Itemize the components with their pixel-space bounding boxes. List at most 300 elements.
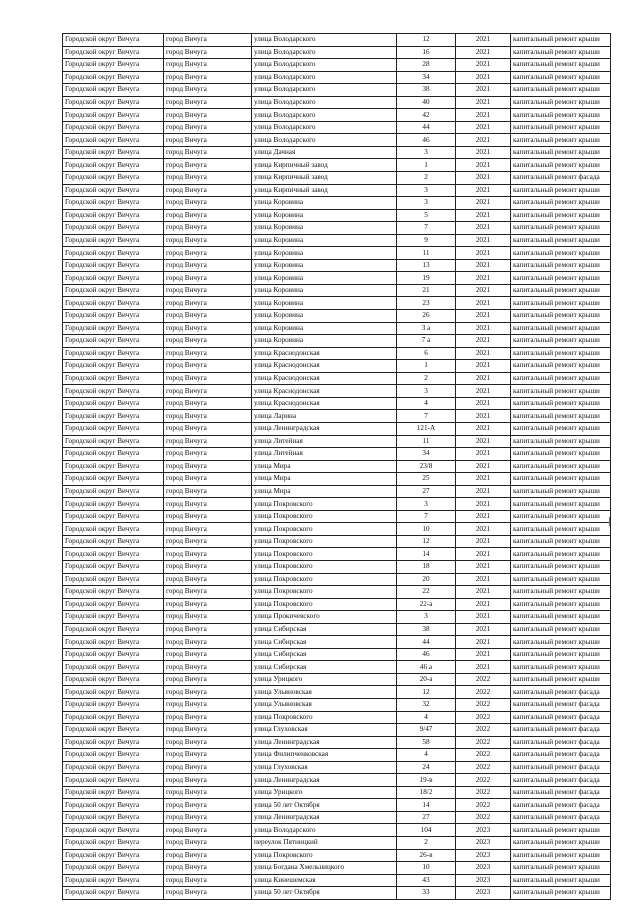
district-cell: Городской округ Вичуга [63, 560, 164, 573]
house-number-cell: 4 [397, 711, 456, 724]
street-cell: улица Урицкого [252, 786, 397, 799]
year-cell: 2021 [456, 648, 511, 661]
street-cell: улица Сибирская [252, 648, 397, 661]
work-type-cell: капитальный ремонт крыши [511, 209, 611, 222]
year-cell: 2023 [456, 874, 511, 887]
table-row [63, 837, 611, 850]
district-cell: Городской округ Вичуга [63, 109, 164, 122]
settlement-cell: город Вичуга [164, 736, 252, 749]
district-cell: Городской округ Вичуга [63, 146, 164, 159]
work-type-cell: капитальный ремонт крыши [511, 548, 611, 561]
district-cell: Городской округ Вичуга [63, 360, 164, 373]
district-cell: Городской округ Вичуга [63, 96, 164, 109]
work-type-cell: капитальный ремонт крыши [511, 222, 611, 235]
work-type-cell: капитальный ремонт крыши [511, 372, 611, 385]
year-cell: 2022 [456, 698, 511, 711]
district-cell: Городской округ Вичуга [63, 686, 164, 699]
work-type-cell: капитальный ремонт крыши [511, 874, 611, 887]
year-cell: 2021 [456, 109, 511, 122]
table-row [63, 284, 611, 297]
street-cell: улица Кирпичный завод [252, 172, 397, 185]
table-row [63, 397, 611, 410]
work-type-cell: капитальный ремонт фасада [511, 172, 611, 185]
settlement-cell: город Вичуга [164, 749, 252, 762]
year-cell: 2021 [456, 611, 511, 624]
district-cell: Городской округ Вичуга [63, 172, 164, 185]
house-number-cell: 3 [397, 498, 456, 511]
house-number-cell: 2 [397, 837, 456, 850]
table-row [63, 322, 611, 335]
street-cell: улица Дачная [252, 146, 397, 159]
table-row [63, 310, 611, 323]
work-type-cell: капитальный ремонт фасада [511, 724, 611, 737]
street-cell: улица Покровского [252, 510, 397, 523]
district-cell: Городской округ Вичуга [63, 498, 164, 511]
district-cell: Городской округ Вичуга [63, 385, 164, 398]
work-type-cell: капитальный ремонт крыши [511, 498, 611, 511]
work-type-cell: капитальный ремонт крыши [511, 648, 611, 661]
settlement-cell: город Вичуга [164, 460, 252, 473]
year-cell: 2021 [456, 360, 511, 373]
house-number-cell: 28 [397, 59, 456, 72]
work-type-cell: капитальный ремонт фасада [511, 774, 611, 787]
house-number-cell: 12 [397, 34, 456, 47]
work-type-cell: капитальный ремонт крыши [511, 460, 611, 473]
settlement-cell: город Вичуга [164, 435, 252, 448]
table-row [63, 59, 611, 72]
house-number-cell: 24 [397, 761, 456, 774]
house-number-cell: 3 [397, 611, 456, 624]
house-number-cell: 9/47 [397, 724, 456, 737]
work-type-cell: капитальный ремонт крыши [511, 611, 611, 624]
house-number-cell: 1 [397, 360, 456, 373]
work-type-cell: капитальный ремонт фасада [511, 761, 611, 774]
district-cell: Городской округ Вичуга [63, 586, 164, 599]
district-cell: Городской округ Вичуга [63, 799, 164, 812]
year-cell: 2021 [456, 222, 511, 235]
street-cell: улица Прокичевского [252, 611, 397, 624]
house-number-cell: 3 а [397, 322, 456, 335]
settlement-cell: город Вичуга [164, 184, 252, 197]
table-row [63, 548, 611, 561]
house-number-cell: 1 [397, 159, 456, 172]
street-cell: улица Володарского [252, 71, 397, 84]
year-cell: 2021 [456, 498, 511, 511]
street-cell: улица Володарского [252, 34, 397, 47]
district-cell: Городской округ Вичуга [63, 410, 164, 423]
settlement-cell: город Вичуга [164, 636, 252, 649]
street-cell: улица Покровского [252, 523, 397, 536]
table-row [63, 184, 611, 197]
district-cell: Городской округ Вичуга [63, 460, 164, 473]
district-cell: Городской округ Вичуга [63, 422, 164, 435]
settlement-cell: город Вичуга [164, 222, 252, 235]
settlement-cell: город Вичуга [164, 84, 252, 97]
settlement-cell: город Вичуга [164, 862, 252, 875]
street-cell: улица Ленинградская [252, 736, 397, 749]
house-number-cell: 11 [397, 247, 456, 260]
street-cell: улица Урицкого [252, 673, 397, 686]
street-cell: улица Кинешемская [252, 874, 397, 887]
house-number-cell: 26 [397, 310, 456, 323]
table-row [63, 197, 611, 210]
house-number-cell: 14 [397, 799, 456, 812]
work-type-cell: капитальный ремонт крыши [511, 146, 611, 159]
year-cell: 2023 [456, 837, 511, 850]
street-cell: улица Володарского [252, 134, 397, 147]
work-type-cell: капитальный ремонт крыши [511, 385, 611, 398]
house-number-cell: 7 а [397, 335, 456, 348]
work-type-cell: капитальный ремонт крыши [511, 184, 611, 197]
settlement-cell: город Вичуга [164, 259, 252, 272]
year-cell: 2021 [456, 134, 511, 147]
work-type-cell: капитальный ремонт крыши [511, 34, 611, 47]
year-cell: 2021 [456, 623, 511, 636]
street-cell: улица Володарского [252, 84, 397, 97]
settlement-cell: город Вичуга [164, 673, 252, 686]
district-cell: Городской округ Вичуга [63, 347, 164, 360]
district-cell: Городской округ Вичуга [63, 322, 164, 335]
year-cell: 2021 [456, 84, 511, 97]
table-row [63, 297, 611, 310]
district-cell: Городской округ Вичуга [63, 184, 164, 197]
house-number-cell: 58 [397, 736, 456, 749]
table-row [63, 234, 611, 247]
work-type-cell: капитальный ремонт фасада [511, 749, 611, 762]
settlement-cell: город Вичуга [164, 724, 252, 737]
street-cell: улица Краснодонская [252, 397, 397, 410]
district-cell: Городской округ Вичуга [63, 698, 164, 711]
house-number-cell: 4 [397, 397, 456, 410]
street-cell: улица Коровина [252, 247, 397, 260]
year-cell: 2022 [456, 799, 511, 812]
work-type-cell: капитальный ремонт крыши [511, 410, 611, 423]
district-cell: Городской округ Вичуга [63, 510, 164, 523]
table-row [63, 272, 611, 285]
settlement-cell: город Вичуга [164, 548, 252, 561]
district-cell: Городской округ Вичуга [63, 335, 164, 348]
street-cell: улица Ульяновская [252, 698, 397, 711]
year-cell: 2021 [456, 598, 511, 611]
work-type-cell: капитальный ремонт крыши [511, 485, 611, 498]
table-row [63, 96, 611, 109]
year-cell: 2023 [456, 887, 511, 900]
table-row [63, 498, 611, 511]
year-cell: 2021 [456, 485, 511, 498]
district-cell: Городской округ Вичуга [63, 284, 164, 297]
margin-mark [609, 517, 610, 526]
district-cell: Городской округ Вичуга [63, 259, 164, 272]
table-row [63, 523, 611, 536]
house-number-cell: 7 [397, 510, 456, 523]
work-type-cell: капитальный ремонт крыши [511, 259, 611, 272]
district-cell: Городской округ Вичуга [63, 749, 164, 762]
house-number-cell: 34 [397, 448, 456, 461]
table-row [63, 887, 611, 900]
district-cell: Городской округ Вичуга [63, 673, 164, 686]
table-row [63, 824, 611, 837]
year-cell: 2021 [456, 397, 511, 410]
street-cell: улица Коровина [252, 297, 397, 310]
street-cell: улица Ленинградская [252, 774, 397, 787]
table-row [63, 862, 611, 875]
settlement-cell: город Вичуга [164, 611, 252, 624]
year-cell: 2022 [456, 724, 511, 737]
settlement-cell: город Вичуга [164, 247, 252, 260]
street-cell: улица Краснодонская [252, 385, 397, 398]
district-cell: Городской округ Вичуга [63, 272, 164, 285]
district-cell: Городской округ Вичуга [63, 523, 164, 536]
table-row [63, 648, 611, 661]
settlement-cell: город Вичуга [164, 172, 252, 185]
table-row [63, 121, 611, 134]
year-cell: 2022 [456, 774, 511, 787]
work-type-cell: капитальный ремонт фасада [511, 786, 611, 799]
settlement-cell: город Вичуга [164, 698, 252, 711]
district-cell: Городской округ Вичуга [63, 121, 164, 134]
work-type-cell: капитальный ремонт крыши [511, 121, 611, 134]
work-type-cell: капитальный ремонт крыши [511, 887, 611, 900]
year-cell: 2021 [456, 310, 511, 323]
table-row [63, 698, 611, 711]
work-type-cell: капитальный ремонт крыши [511, 96, 611, 109]
year-cell: 2023 [456, 849, 511, 862]
year-cell: 2021 [456, 247, 511, 260]
year-cell: 2021 [456, 460, 511, 473]
table-row [63, 84, 611, 97]
settlement-cell: город Вичуга [164, 209, 252, 222]
settlement-cell: город Вичуга [164, 96, 252, 109]
settlement-cell: город Вичуга [164, 523, 252, 536]
street-cell: улица Коровина [252, 234, 397, 247]
district-cell: Городской округ Вичуга [63, 849, 164, 862]
settlement-cell: город Вичуга [164, 34, 252, 47]
table-row [63, 811, 611, 824]
street-cell: улица Богдана Хмельницкого [252, 862, 397, 875]
year-cell: 2022 [456, 811, 511, 824]
table-row [63, 560, 611, 573]
year-cell: 2021 [456, 209, 511, 222]
street-cell: улица Володарского [252, 96, 397, 109]
settlement-cell: город Вичуга [164, 284, 252, 297]
house-number-cell: 34 [397, 71, 456, 84]
table-row [63, 736, 611, 749]
street-cell: улица Краснодонская [252, 360, 397, 373]
street-cell: улица Покровского [252, 535, 397, 548]
settlement-cell: город Вичуга [164, 837, 252, 850]
house-number-cell: 2 [397, 372, 456, 385]
street-cell: улица Покровского [252, 711, 397, 724]
settlement-cell: город Вичуга [164, 322, 252, 335]
settlement-cell: город Вичуга [164, 109, 252, 122]
district-cell: Городской округ Вичуга [63, 761, 164, 774]
year-cell: 2021 [456, 523, 511, 536]
settlement-cell: город Вичуга [164, 385, 252, 398]
table-row [63, 360, 611, 373]
settlement-cell: город Вичуга [164, 786, 252, 799]
district-cell: Городской округ Вичуга [63, 209, 164, 222]
work-type-cell: капитальный ремонт крыши [511, 435, 611, 448]
house-number-cell: 20 [397, 573, 456, 586]
settlement-cell: город Вичуга [164, 347, 252, 360]
district-cell: Городской округ Вичуга [63, 661, 164, 674]
street-cell: улица Коровина [252, 209, 397, 222]
street-cell: улица Глуховская [252, 724, 397, 737]
table-row [63, 172, 611, 185]
street-cell: улица Коровина [252, 259, 397, 272]
house-number-cell: 44 [397, 636, 456, 649]
year-cell: 2023 [456, 824, 511, 837]
house-number-cell: 42 [397, 109, 456, 122]
table-row [63, 874, 611, 887]
house-number-cell: 21 [397, 284, 456, 297]
table-row [63, 372, 611, 385]
house-number-cell: 16 [397, 46, 456, 59]
table-row [63, 46, 611, 59]
table-row [63, 586, 611, 599]
settlement-cell: город Вичуга [164, 623, 252, 636]
year-cell: 2021 [456, 335, 511, 348]
year-cell: 2021 [456, 259, 511, 272]
settlement-cell: город Вичуга [164, 648, 252, 661]
house-number-cell: 7 [397, 410, 456, 423]
table-row [63, 335, 611, 348]
work-type-cell: капитальный ремонт фасада [511, 686, 611, 699]
work-type-cell: капитальный ремонт крыши [511, 837, 611, 850]
settlement-cell: город Вичуга [164, 535, 252, 548]
table-row [63, 422, 611, 435]
year-cell: 2021 [456, 435, 511, 448]
settlement-cell: город Вичуга [164, 473, 252, 486]
repair-schedule-table [62, 33, 611, 900]
house-number-cell: 38 [397, 623, 456, 636]
district-cell: Городской округ Вичуга [63, 648, 164, 661]
settlement-cell: город Вичуга [164, 498, 252, 511]
district-cell: Городской округ Вичуга [63, 623, 164, 636]
settlement-cell: город Вичуга [164, 586, 252, 599]
settlement-cell: город Вичуга [164, 849, 252, 862]
street-cell: улица 50 лет Октября [252, 887, 397, 900]
year-cell: 2021 [456, 372, 511, 385]
table-row [63, 573, 611, 586]
street-cell: улица Ленинградская [252, 811, 397, 824]
district-cell: Городской округ Вичуга [63, 134, 164, 147]
district-cell: Городской округ Вичуга [63, 397, 164, 410]
work-type-cell: капитальный ремонт крыши [511, 59, 611, 72]
house-number-cell: 26-в [397, 849, 456, 862]
district-cell: Городской округ Вичуга [63, 46, 164, 59]
street-cell: улица Коровина [252, 284, 397, 297]
street-cell: улица Мира [252, 460, 397, 473]
work-type-cell: капитальный ремонт фасада [511, 736, 611, 749]
settlement-cell: город Вичуга [164, 146, 252, 159]
year-cell: 2022 [456, 749, 511, 762]
year-cell: 2021 [456, 197, 511, 210]
district-cell: Городской округ Вичуга [63, 824, 164, 837]
work-type-cell: капитальный ремонт крыши [511, 849, 611, 862]
settlement-cell: город Вичуга [164, 159, 252, 172]
year-cell: 2021 [456, 560, 511, 573]
district-cell: Городской округ Вичуга [63, 887, 164, 900]
street-cell: улица Володарского [252, 109, 397, 122]
table-row [63, 611, 611, 624]
house-number-cell: 43 [397, 874, 456, 887]
table-row [63, 623, 611, 636]
house-number-cell: 3 [397, 184, 456, 197]
year-cell: 2021 [456, 34, 511, 47]
year-cell: 2022 [456, 673, 511, 686]
settlement-cell: город Вичуга [164, 874, 252, 887]
table-row [63, 448, 611, 461]
settlement-cell: город Вичуга [164, 310, 252, 323]
house-number-cell: 4 [397, 749, 456, 762]
table-row [63, 485, 611, 498]
settlement-cell: город Вичуга [164, 573, 252, 586]
district-cell: Городской округ Вичуга [63, 711, 164, 724]
work-type-cell: капитальный ремонт крыши [511, 360, 611, 373]
district-cell: Городской округ Вичуга [63, 372, 164, 385]
year-cell: 2021 [456, 422, 511, 435]
settlement-cell: город Вичуга [164, 372, 252, 385]
year-cell: 2022 [456, 711, 511, 724]
house-number-cell: 10 [397, 523, 456, 536]
work-type-cell: капитальный ремонт крыши [511, 247, 611, 260]
year-cell: 2021 [456, 234, 511, 247]
district-cell: Городской округ Вичуга [63, 611, 164, 624]
settlement-cell: город Вичуга [164, 234, 252, 247]
work-type-cell: капитальный ремонт фасада [511, 711, 611, 724]
settlement-cell: город Вичуга [164, 46, 252, 59]
house-number-cell: 12 [397, 686, 456, 699]
year-cell: 2021 [456, 284, 511, 297]
district-cell: Городской округ Вичуга [63, 234, 164, 247]
table-row [63, 410, 611, 423]
district-cell: Городской округ Вичуга [63, 222, 164, 235]
year-cell: 2021 [456, 322, 511, 335]
settlement-cell: город Вичуга [164, 824, 252, 837]
house-number-cell: 13 [397, 259, 456, 272]
settlement-cell: город Вичуга [164, 811, 252, 824]
district-cell: Городской округ Вичуга [63, 448, 164, 461]
year-cell: 2021 [456, 586, 511, 599]
settlement-cell: город Вичуга [164, 761, 252, 774]
table-row [63, 347, 611, 360]
district-cell: Городской округ Вичуга [63, 837, 164, 850]
house-number-cell: 3 [397, 146, 456, 159]
work-type-cell: капитальный ремонт крыши [511, 422, 611, 435]
street-cell: улица Покровского [252, 598, 397, 611]
table-row [63, 661, 611, 674]
house-number-cell: 22 [397, 586, 456, 599]
table-row [63, 385, 611, 398]
house-number-cell: 25 [397, 473, 456, 486]
street-cell: улица Краснодонская [252, 347, 397, 360]
year-cell: 2021 [456, 121, 511, 134]
house-number-cell: 11 [397, 435, 456, 448]
street-cell: улица Краснодонская [252, 372, 397, 385]
settlement-cell: город Вичуга [164, 510, 252, 523]
year-cell: 2023 [456, 862, 511, 875]
work-type-cell: капитальный ремонт крыши [511, 598, 611, 611]
settlement-cell: город Вичуга [164, 197, 252, 210]
year-cell: 2021 [456, 46, 511, 59]
street-cell: улица Кирпичный завод [252, 184, 397, 197]
work-type-cell: капитальный ремонт крыши [511, 272, 611, 285]
house-number-cell: 10 [397, 862, 456, 875]
district-cell: Городской округ Вичуга [63, 435, 164, 448]
street-cell: улица Володарского [252, 46, 397, 59]
work-type-cell: капитальный ремонт крыши [511, 448, 611, 461]
